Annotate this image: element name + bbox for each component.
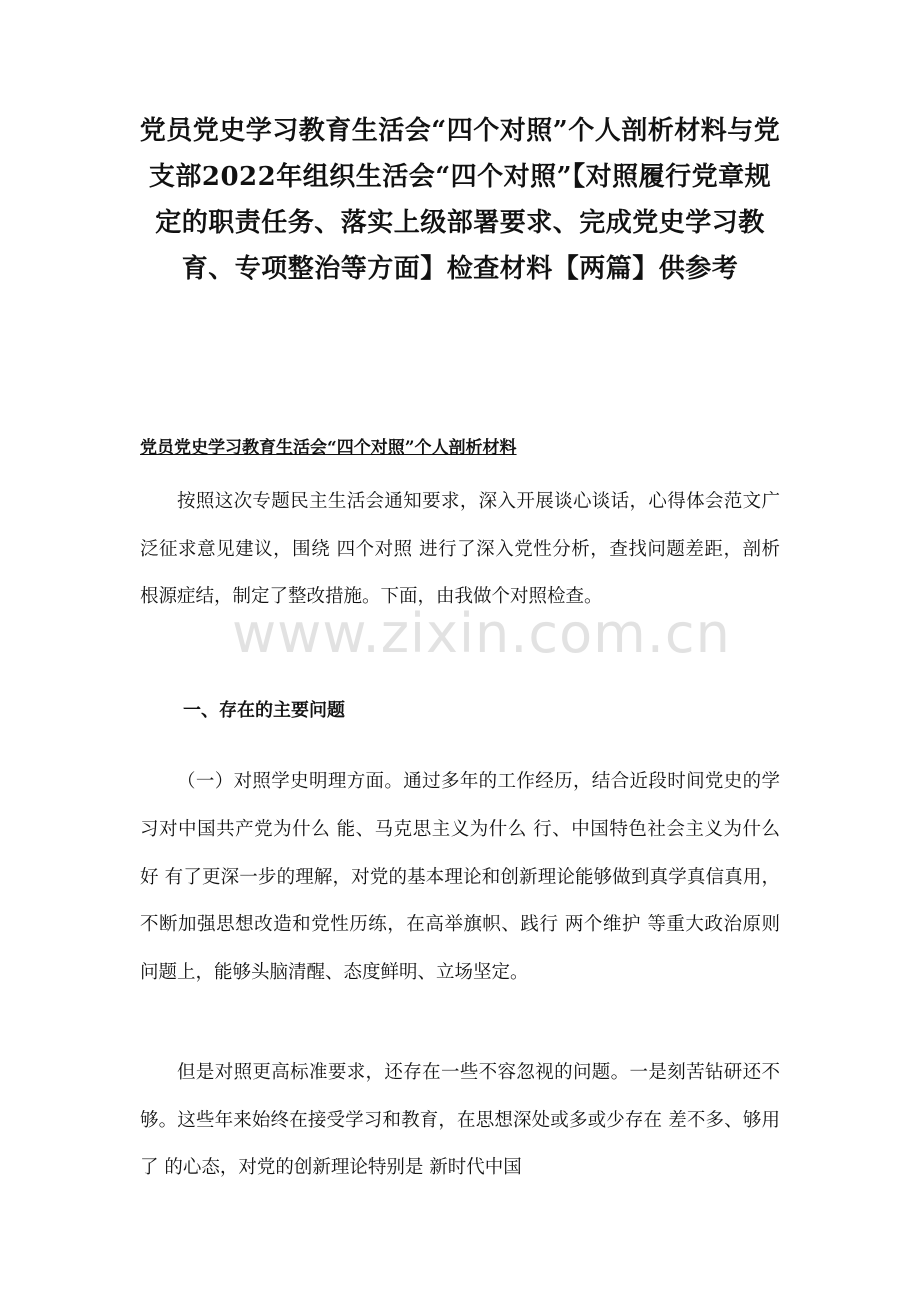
heading-main-problems: 一、存在的主要问题 xyxy=(183,700,345,721)
section-title: 党员党史学习教育生活会“四个对照”个人剖析材料 xyxy=(140,438,517,458)
document-title: 党员党史学习教育生活会“四个对照”个人剖析材料与党支部2022年组织生活会“四个对照”【对照履行党章规定的职责任务、落实上级部署要求、完成党史学习教育、专项整治等方面】检查材料【两篇】供参考 xyxy=(139,116,781,284)
paragraph-shortcomings: 但是对照更高标准要求，还存在一些不容忽视的问题。一是刻苦钻研还不够。这些年来始终在接受学习和教育，在思想深处或多或少存在 差不多、够用了 的心态，对党的创新理论特别是 新时代中国 xyxy=(140,1062,780,1178)
watermark: www.zixin.com.cn xyxy=(232,602,731,665)
paragraph-intro: 按照这次专题民主生活会通知要求，深入开展谈心谈话，心得体会范文广泛征求意见建议，围绕 四个对照 进行了深入党性分析，查找问题差距，剖析根源症结，制定了整改措施。下面，由我做个对照检查。 xyxy=(140,491,780,607)
paragraph-history-reasoning: （一）对照学史明理方面。通过多年的工作经历，结合近段时间党史的学习对中国共产党为什么 能、马克思主义为什么 行、中国特色社会主义为什么 好 有了更深一步的理解，对党的基本理论和创新理论能够做到真学真信真用，不断加强思想改造和党性历练，在高举旗帜、践行 两个维护 等重大政治原则问题上，能够头脑清醒、态度鲜明、立场坚定。 xyxy=(140,771,780,984)
